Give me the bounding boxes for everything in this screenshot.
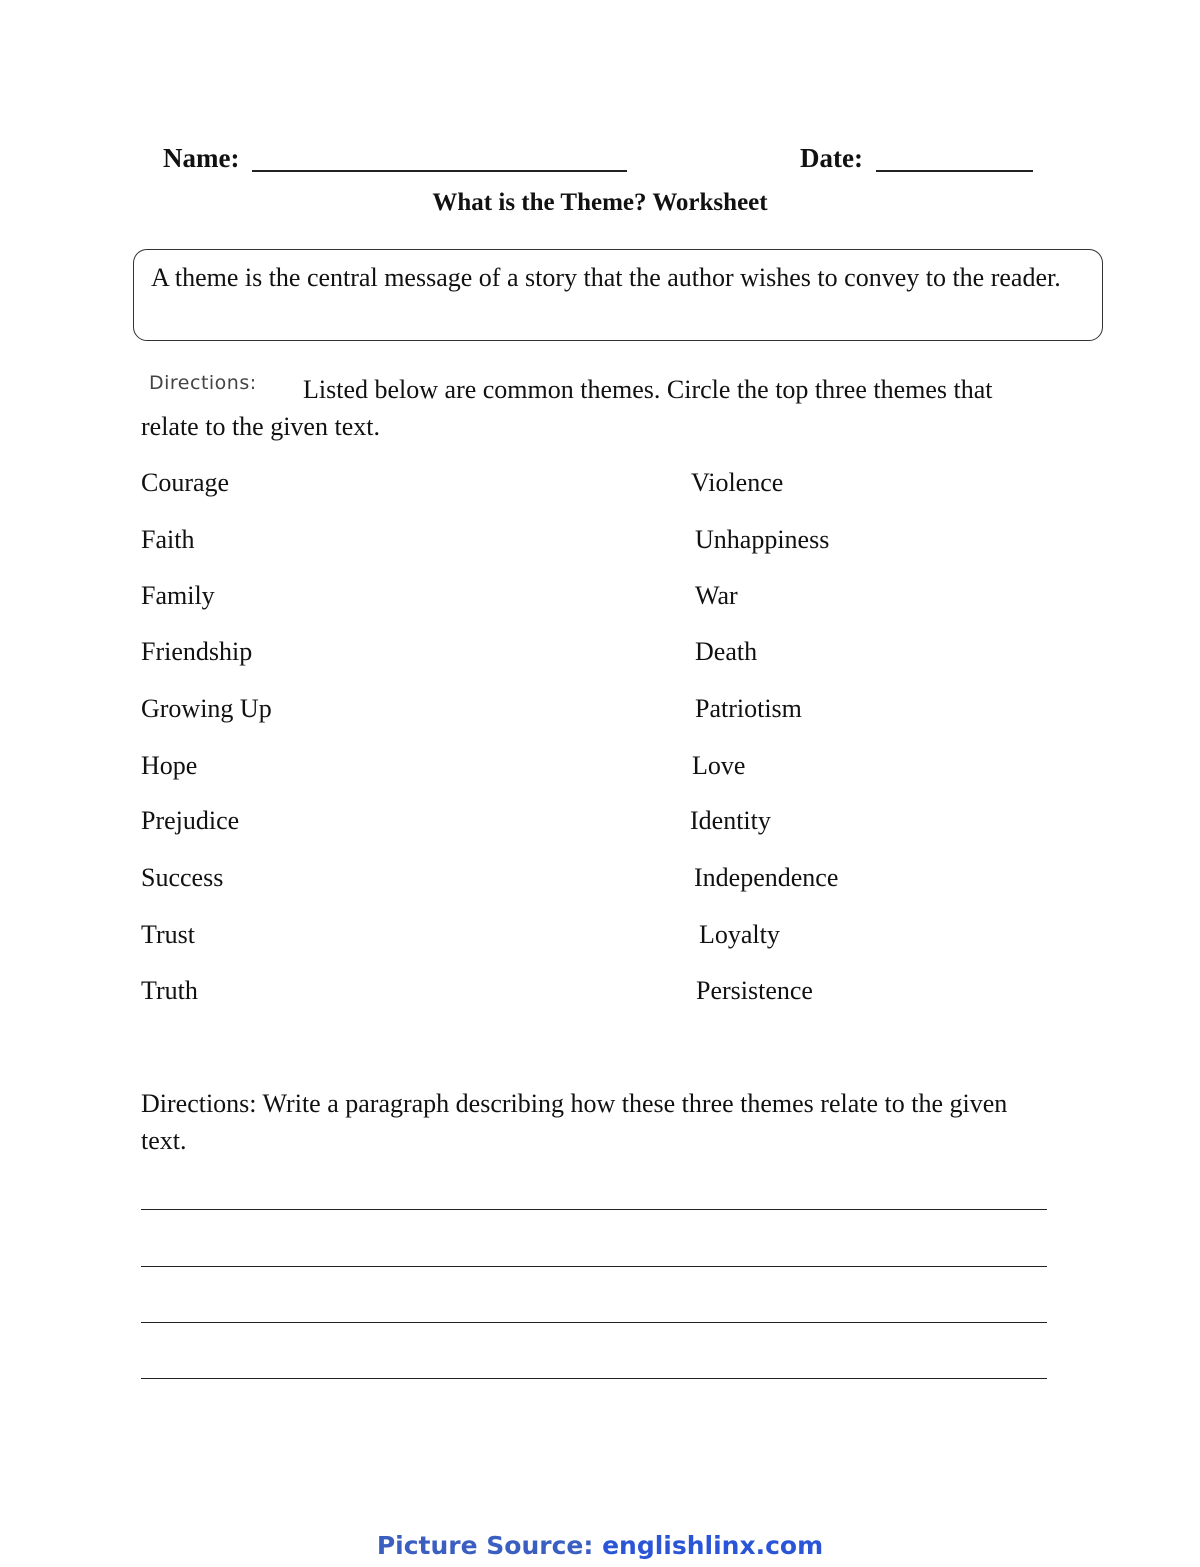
theme-item-courage[interactable]: Courage [141, 468, 230, 497]
theme-item-patriotism[interactable]: Patriotism [695, 694, 802, 723]
directions-2-text: Directions: Write a paragraph describing how these three themes relate to the given [141, 1089, 1008, 1118]
directions-2-text-line2: text. [141, 1126, 187, 1155]
directions-heading [149, 372, 257, 394]
name-label: Name: [163, 143, 240, 173]
name-field-line[interactable] [252, 170, 627, 172]
theme-item-identity[interactable]: Identity [690, 806, 771, 835]
theme-item-love[interactable]: Love [692, 751, 746, 780]
directions-label: Directions: [149, 372, 257, 394]
writing-line-2[interactable] [141, 1266, 1047, 1267]
theme-item-unhappiness[interactable]: Unhappiness [695, 525, 830, 554]
date-label: Date: [800, 143, 863, 173]
theme-item-prejudice[interactable]: Prejudice [141, 806, 240, 835]
worksheet-title: What is the Theme? Worksheet [432, 189, 768, 216]
theme-item-trust[interactable]: Trust [141, 920, 195, 949]
picture-source-prefix: Picture Source: [376, 1531, 603, 1560]
directions-text: Listed below are common themes. Circle the top three themes that [303, 375, 993, 404]
theme-item-faith[interactable]: Faith [141, 525, 195, 554]
theme-item-growing-up[interactable]: Growing Up [141, 694, 272, 723]
theme-item-violence[interactable]: Violence [691, 468, 784, 497]
writing-line-3[interactable] [141, 1322, 1047, 1323]
directions-text-line2: relate to the given text. [141, 412, 380, 441]
date-field-line[interactable] [876, 170, 1033, 172]
writing-line-4[interactable] [141, 1378, 1047, 1379]
definition-text: A theme is the central message of a story that the author wishes to convey to the reader. [151, 263, 1061, 292]
theme-item-war[interactable]: War [695, 581, 738, 610]
theme-item-hope[interactable]: Hope [141, 751, 198, 780]
picture-source-link[interactable]: englishlinx.com [602, 1531, 824, 1560]
theme-item-death[interactable]: Death [695, 637, 758, 666]
theme-item-success[interactable]: Success [141, 863, 224, 892]
theme-item-family[interactable]: Family [141, 581, 215, 610]
picture-source-caption [0, 1530, 1200, 1562]
theme-item-friendship[interactable]: Friendship [141, 637, 253, 666]
writing-line-1[interactable] [141, 1209, 1047, 1210]
theme-item-truth[interactable]: Truth [141, 976, 198, 1005]
theme-item-loyalty[interactable]: Loyalty [699, 920, 780, 949]
theme-item-persistence[interactable]: Persistence [696, 976, 813, 1005]
theme-item-independence[interactable]: Independence [694, 863, 839, 892]
